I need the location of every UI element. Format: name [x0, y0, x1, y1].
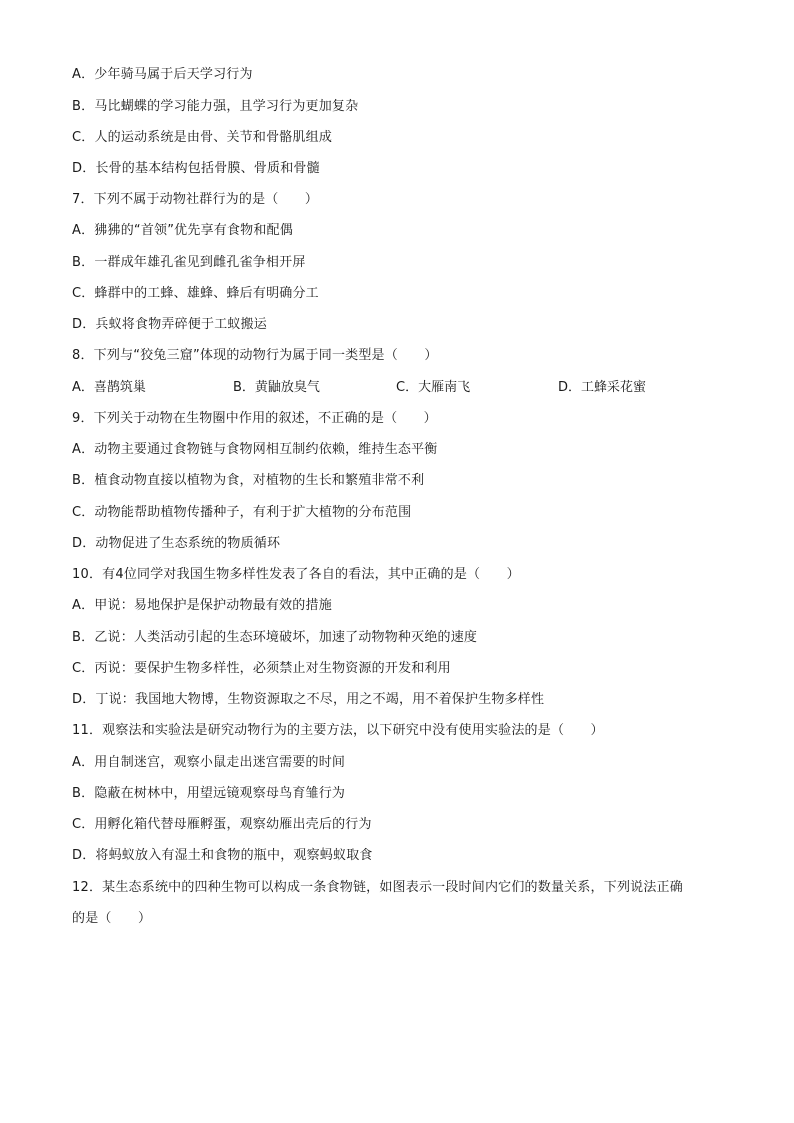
- q7-option-d: D．兵蚁将食物弄碎便于工蚁搬运: [72, 317, 268, 332]
- q11-option-c: C．用孵化箱代替母雁孵蛋，观察幼雁出壳后的行为: [72, 817, 372, 832]
- q10-option-b: B．乙说：人类活动引起的生态环境破坏，加速了动物物种灭绝的速度: [72, 630, 478, 645]
- q9-option-a: A．动物主要通过食物链与食物网相互制约依赖，维持生态平衡: [72, 442, 438, 457]
- q7-option-a: A．狒狒的“首领”优先享有食物和配偶: [72, 223, 293, 238]
- q10-stem: 10．有4位同学对我国生物多样性发表了各自的看法，其中正确的是（ ）: [72, 567, 520, 582]
- q9-option-c: C．动物能帮助植物传播种子，有利于扩大植物的分布范围: [72, 505, 412, 520]
- q8-stem: 8．下列与“狡兔三窟”体现的动物行为属于同一类型是（ ）: [72, 348, 438, 363]
- q7-option-c: C．蜂群中的工蜂、雄蜂、蜂后有明确分工: [72, 286, 319, 301]
- q6-option-a: A．少年骑马属于后天学习行为: [72, 67, 253, 82]
- q8-option-b: B．黄鼬放臭气: [233, 380, 320, 395]
- q10-option-c: C．丙说：要保护生物多样性，必须禁止对生物资源的开发和利用: [72, 661, 451, 676]
- q9-stem: 9．下列关于动物在生物圈中作用的叙述，不正确的是（ ）: [72, 411, 437, 426]
- q6-option-d: D．长骨的基本结构包括骨膜、骨质和骨髓: [72, 161, 320, 176]
- q6-option-b: B．马比蝴蝶的学习能力强，且学习行为更加复杂: [72, 99, 359, 114]
- q12-stem: 12．某生态系统中的四种生物可以构成一条食物链，如图表示一段时间内它们的数量关系，下列说法正确: [72, 880, 683, 895]
- q9-option-b: B．植食动物直接以植物为食，对植物的生长和繁殖非常不利: [72, 473, 425, 488]
- q8-option-d: D．工蜂采花蜜: [558, 380, 647, 395]
- q8-option-c: C．大雁南飞: [396, 380, 471, 395]
- q11-option-a: A．用自制迷宫，观察小鼠走出迷宫需要的时间: [72, 755, 346, 770]
- q9-option-d: D．动物促进了生态系统的物质循环: [72, 536, 281, 551]
- q11-stem: 11．观察法和实验法是研究动物行为的主要方法，以下研究中没有使用实验法的是（ ）: [72, 723, 604, 738]
- q11-option-b: B．隐蔽在树林中，用望远镜观察母鸟育雏行为: [72, 786, 346, 801]
- q10-option-d: D．丁说：我国地大物博，生物资源取之不尽，用之不竭，用不着保护生物多样性: [72, 692, 545, 707]
- q11-option-d: D．将蚂蚁放入有湿土和食物的瓶中，观察蚂蚁取食: [72, 848, 373, 863]
- q6-option-c: C．人的运动系统是由骨、关节和骨骼肌组成: [72, 130, 333, 145]
- q7-option-b: B．一群成年雄孔雀见到雌孔雀争相开屏: [72, 255, 306, 270]
- q10-option-a: A．甲说：易地保护是保护动物最有效的措施: [72, 598, 332, 613]
- q12-stem-continued: 的是（ ）: [72, 911, 152, 926]
- q7-stem: 7．下列不属于动物社群行为的是（ ）: [72, 192, 319, 207]
- q8-option-a: A．喜鹊筑巢: [72, 380, 146, 395]
